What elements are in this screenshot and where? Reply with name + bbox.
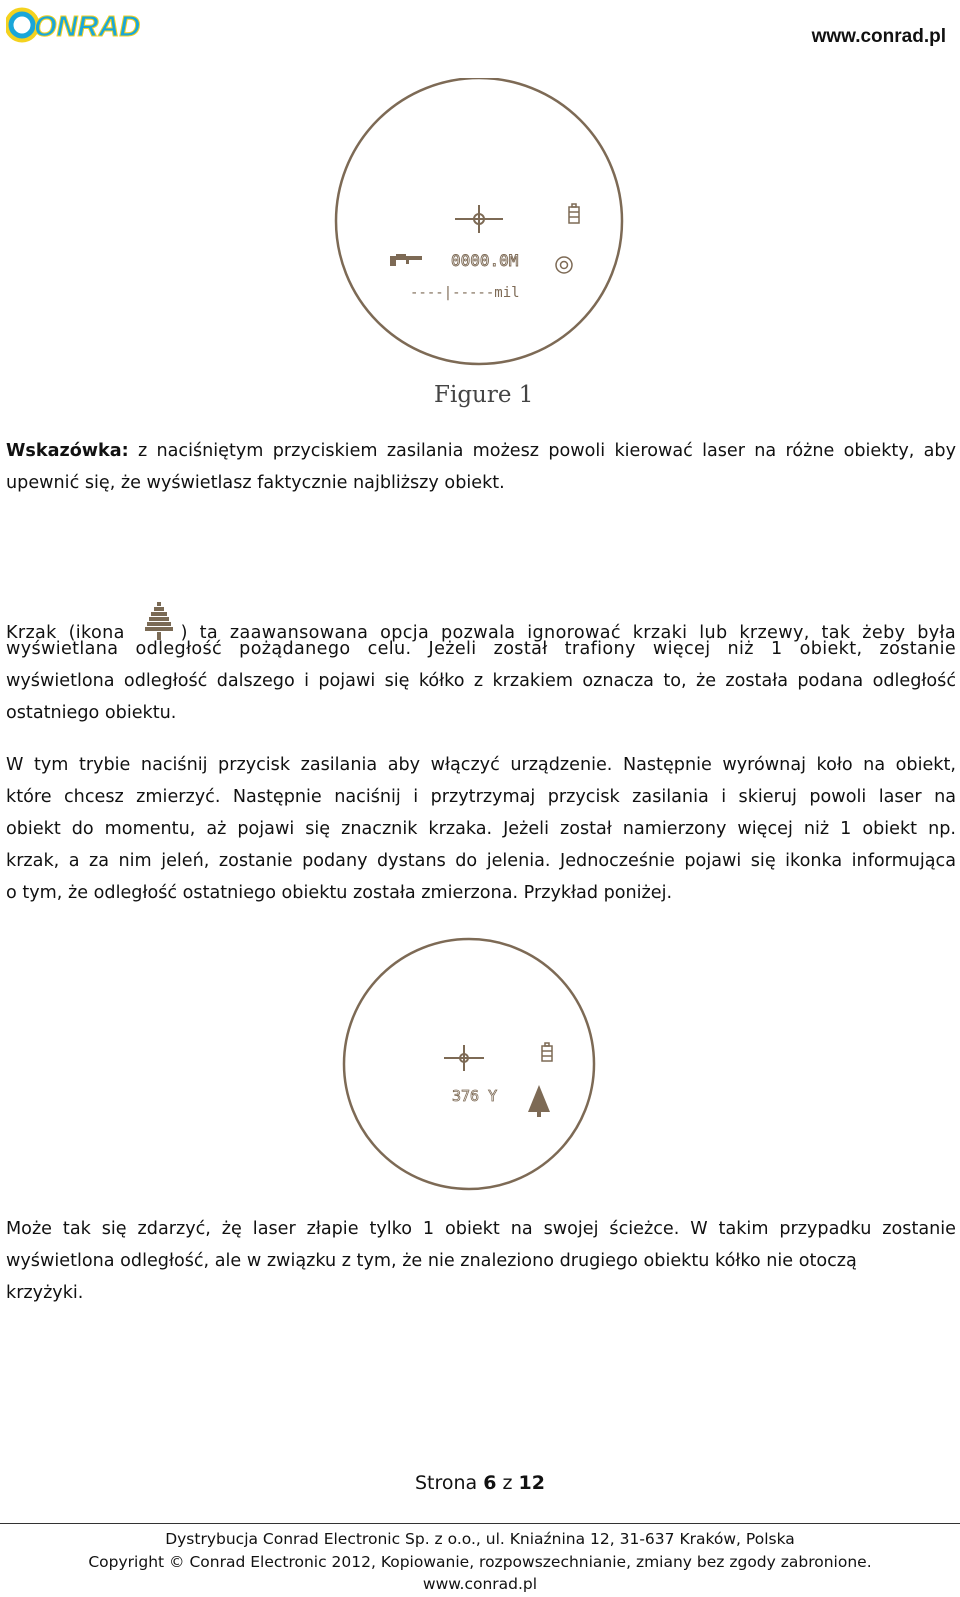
figure-2-display [340,935,600,1195]
page-number: Strona 6 z 12 [414,1472,545,1494]
single-line-2: wyświetlona odległość, ale w związku z tym, że nie znaleziono drugiego obiektu kółko nie otoczą [6,1251,857,1271]
mode-line-4: krzak, a za nim jeleń, zostanie podany dystans do jelenia. Jednocześnie pojawi się ikonka informująca [6,851,956,871]
bush-icon [528,1085,550,1117]
mode-line-3: obiekt do momentu, aż pojawi się znacznik krzaka. Jeżeli został namierzony więcej niż 1 obiekt np. [6,819,956,839]
figure-2-scope-circle [344,939,594,1189]
battery-icon [542,1043,552,1061]
footer-address: Dystrybucja Conrad Electronic Sp. z o.o., ul. Kniaźnina 12, 31-637 Kraków, Polska [165,1530,795,1548]
battery-icon [569,204,579,223]
target-icon [556,257,572,273]
figure-1-distance: 0000.0M [451,251,519,270]
bush-line-1: Krzak (ikona ) ta zaawansowana opcja pozwala ignorować krzaki lub krzewy, tak żeby była [6,600,956,650]
tip-line-1: Wskazówka: z naciśniętym przyciskiem zasilania możesz powoli kierować laser na różne obiekty, aby [6,441,956,461]
page-current: 6 [483,1472,497,1494]
tip-label: Wskazówka: [6,441,129,461]
page-total: 12 [518,1472,545,1494]
tip-line-2: upewnić się, że wyświetlasz faktycznie najbliższy obiekt. [6,473,505,493]
footer-divider [0,1523,960,1524]
footer-copyright: Copyright © Conrad Electronic 2012, Kopiowanie, rozpowszechnianie, zmiany bez zgody zabronione. [88,1553,872,1571]
bush-line-2: wyświetlana odległość pożądanego celu. Jeżeli został trafiony więcej niż 1 obiekt, zostanie [6,639,956,659]
figure-1-caption: Figure 1 [434,382,534,408]
mode-line-1: W tym trybie naciśnij przycisk zasilania aby włączyć urządzenie. Następnie wyrównaj koło na obiekt, [6,755,956,775]
conrad-logo [6,4,171,46]
mode-line-5: o tym, że odległość ostatniego obiektu została zmierzona. Przykład poniżej. [6,883,673,903]
figure-1-mil-scale: ----|-----mil [410,285,520,301]
svg-text:ONRAD: ONRAD [34,11,141,43]
crosshair-icon [444,1045,484,1071]
single-line-3: krzyżyki. [6,1283,84,1303]
bush-line-4: ostatniego obiektu. [6,703,177,723]
footer-url[interactable]: www.conrad.pl [422,1575,538,1593]
rifle-icon [390,254,422,266]
single-line-1: Może tak się zdarzyć, żę laser złapie tylko 1 obiekt na swojej ścieżce. W takim przypadku zostanie [6,1219,956,1239]
header-site-url[interactable]: www.conrad.pl [811,26,946,47]
bush-line-3: wyświetlona odległość dalszego i pojawi się kółko z krzakiem oznacza to, że została podana odległość [6,671,956,691]
figure-1-display [330,78,630,418]
crosshair-icon [455,205,503,233]
figure-2-distance: 376 Y [452,1087,498,1105]
mode-line-2: które chcesz zmierzyć. Następnie naciśnij i przytrzymaj przycisk zasilania i skieruj powoli laser na [6,787,956,807]
